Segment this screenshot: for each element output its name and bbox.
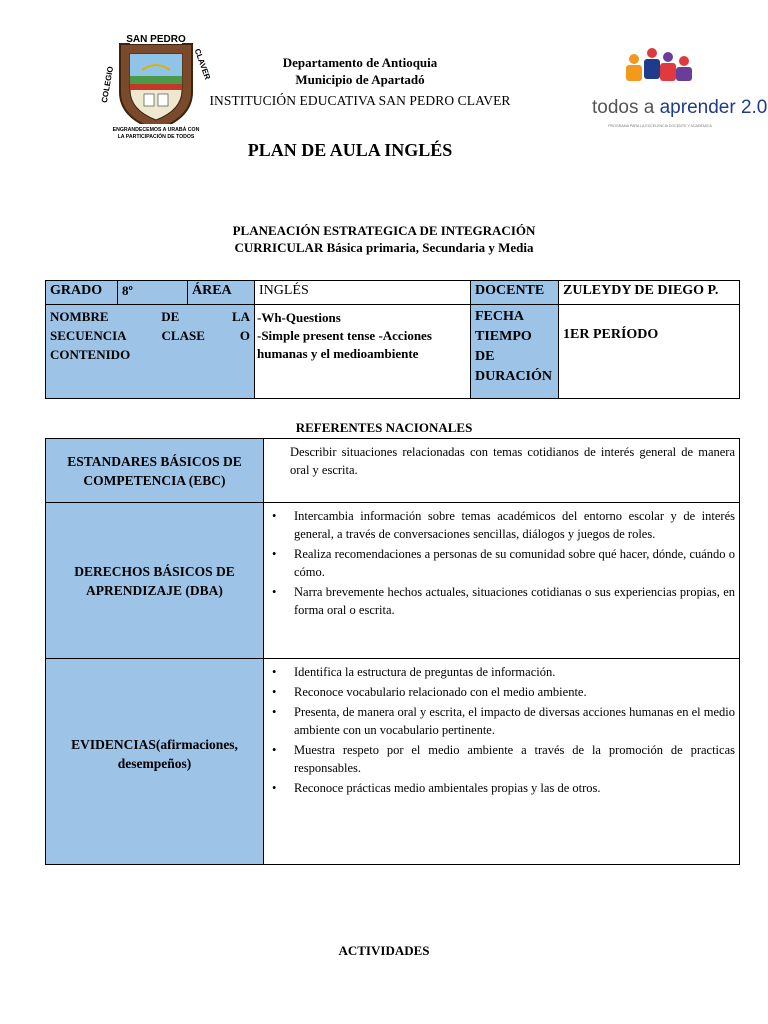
todos-a-aprender-logo [590, 45, 768, 135]
header-municipality: Municipio de Apartadó [295, 72, 425, 87]
fecha-line-2: TIEMPO [475, 329, 532, 344]
list-item-text: Identifica la estructura de preguntas de información. [294, 665, 556, 679]
referentes-title: REFERENTES NACIONALES [295, 420, 473, 435]
docente-value: ZULEYDY DE DIEGO P. [559, 281, 740, 305]
secuencia-content [255, 305, 471, 399]
nombre-word-7: CONTENIDO [50, 347, 131, 362]
docente-label: DOCENTE [471, 281, 559, 305]
logo-brand-1 [592, 97, 767, 118]
subtitle-line-2: CURRICULAR Básica primaria, Secundaria y Media [234, 240, 534, 255]
content-wh-questions: -Wh-Questions [257, 310, 341, 325]
bullet-icon: • [272, 547, 277, 561]
bullet-icon: • [272, 685, 277, 699]
list-item [270, 741, 735, 777]
activities-title: ACTIVIDADES [338, 943, 430, 958]
fecha-line-3: DE [475, 349, 495, 364]
bullet-icon: • [272, 743, 277, 757]
nombre-word-3: LA [231, 309, 250, 324]
list-item [270, 507, 735, 543]
evidencias-label-2: desempeños) [117, 755, 192, 771]
grado-value: 8º [118, 281, 188, 305]
ebc-text: Describir situaciones relacionadas con temas cotidianos de interés general de manera oral y escrita. [290, 445, 735, 477]
logo-right-text: CLAVER [192, 47, 213, 81]
area-label: ÁREA [188, 281, 255, 305]
evidencias-list [270, 663, 735, 797]
list-item-text: Reconoce vocabulario relacionado con el medio ambiente. [294, 685, 587, 699]
list-item [270, 683, 735, 701]
fecha-line-1: FECHA [475, 309, 524, 324]
dba-label: DERECHOS BÁSICOS DE APRENDIZAJE (DBA) [46, 503, 264, 659]
page-subtitle [0, 222, 768, 256]
list-item-text: Realiza recomendaciones a personas de su comunidad sobre qué hacer, dónde, cuándo o cómo. [294, 547, 735, 579]
list-item [270, 545, 735, 581]
nombre-secuencia-label [46, 305, 255, 399]
evidencias-content [264, 659, 740, 865]
logo-motto-2: LA PARTICIPACIÓN DE TODOS [117, 134, 195, 140]
evidencias-label-1: EVIDENCIAS(afirmaciones, [71, 736, 238, 752]
bullet-icon: • [272, 509, 277, 523]
logo-brand-todos: todos a [592, 97, 660, 118]
fecha-label [471, 305, 559, 399]
ebc-label: ESTANDARES BÁSICOS DE COMPETENCIA (EBC) [46, 439, 264, 503]
list-item-text: Reconoce prácticas medio ambientales propias y las de otros. [294, 781, 601, 795]
ebc-bullet-icon [270, 443, 290, 479]
page-title: PLAN DE AULA INGLÉS [247, 140, 453, 160]
nombre-word-4: SECUENCIA [50, 328, 127, 343]
nombre-word-5: CLASE [161, 328, 205, 343]
subtitle-line-1: PLANEACIÓN ESTRATEGICA DE INTEGRACIÓN [232, 223, 536, 238]
grado-label: GRADO [46, 281, 118, 305]
dba-list [270, 507, 735, 619]
logo-top-text: SAN PEDRO [126, 34, 186, 45]
nombre-word-2: DE [161, 309, 180, 324]
list-item [270, 703, 735, 739]
bullet-icon: • [272, 705, 277, 719]
list-item [270, 663, 735, 681]
info-table [45, 280, 740, 399]
area-value: INGLÉS [255, 281, 471, 305]
ebc-content [264, 439, 740, 503]
list-item [270, 583, 735, 619]
nombre-word-1: NOMBRE [50, 309, 109, 324]
referentes-table [45, 438, 740, 865]
logo-motto-1: ENGRANDECEMOS A URABÁ CON [112, 127, 200, 133]
list-item-text: Narra brevemente hechos actuales, situaciones cotidianas o sus experiencias propias, en forma oral o escrita. [294, 585, 735, 617]
bullet-icon: • [272, 665, 277, 679]
evidencias-label [46, 659, 264, 865]
bullet-icon: • [272, 585, 277, 599]
fecha-line-4: DURACIÓN [475, 369, 552, 384]
list-item-text: Intercambia información sobre temas académicos del entorno escolar y de interés general, a través de conversaciones sencillas, diálogos y juegos de roles. [294, 509, 735, 541]
header-department: Departamento de Antioquia [282, 55, 438, 70]
list-item-text: Muestra respeto por el medio ambiente a través de la promoción de practicas responsables. [294, 743, 735, 775]
content-simple-present: -Simple present tense -Acciones humanas y el medioambiente [257, 328, 432, 361]
logo-left-text: COLEGIO [99, 65, 116, 104]
periodo-value: 1ER PERÍODO [559, 305, 740, 399]
bullet-icon: • [272, 781, 277, 795]
nombre-word-6: O [239, 328, 250, 343]
dba-content [264, 503, 740, 659]
logo-tagline: PROGRAMA PARA LA EXCELENCIA DOCENTE Y ACADÉMICA [608, 124, 712, 128]
list-item-text: Presenta, de manera oral y escrita, el impacto de diversas acciones humanas en el medio ambiente con un vocabulario pertinente. [294, 705, 735, 737]
list-item [270, 779, 735, 797]
header-institution: INSTITUCIÓN EDUCATIVA SAN PEDRO CLAVER [209, 93, 511, 108]
logo-brand-aprender: aprender 2.0 [659, 97, 768, 118]
